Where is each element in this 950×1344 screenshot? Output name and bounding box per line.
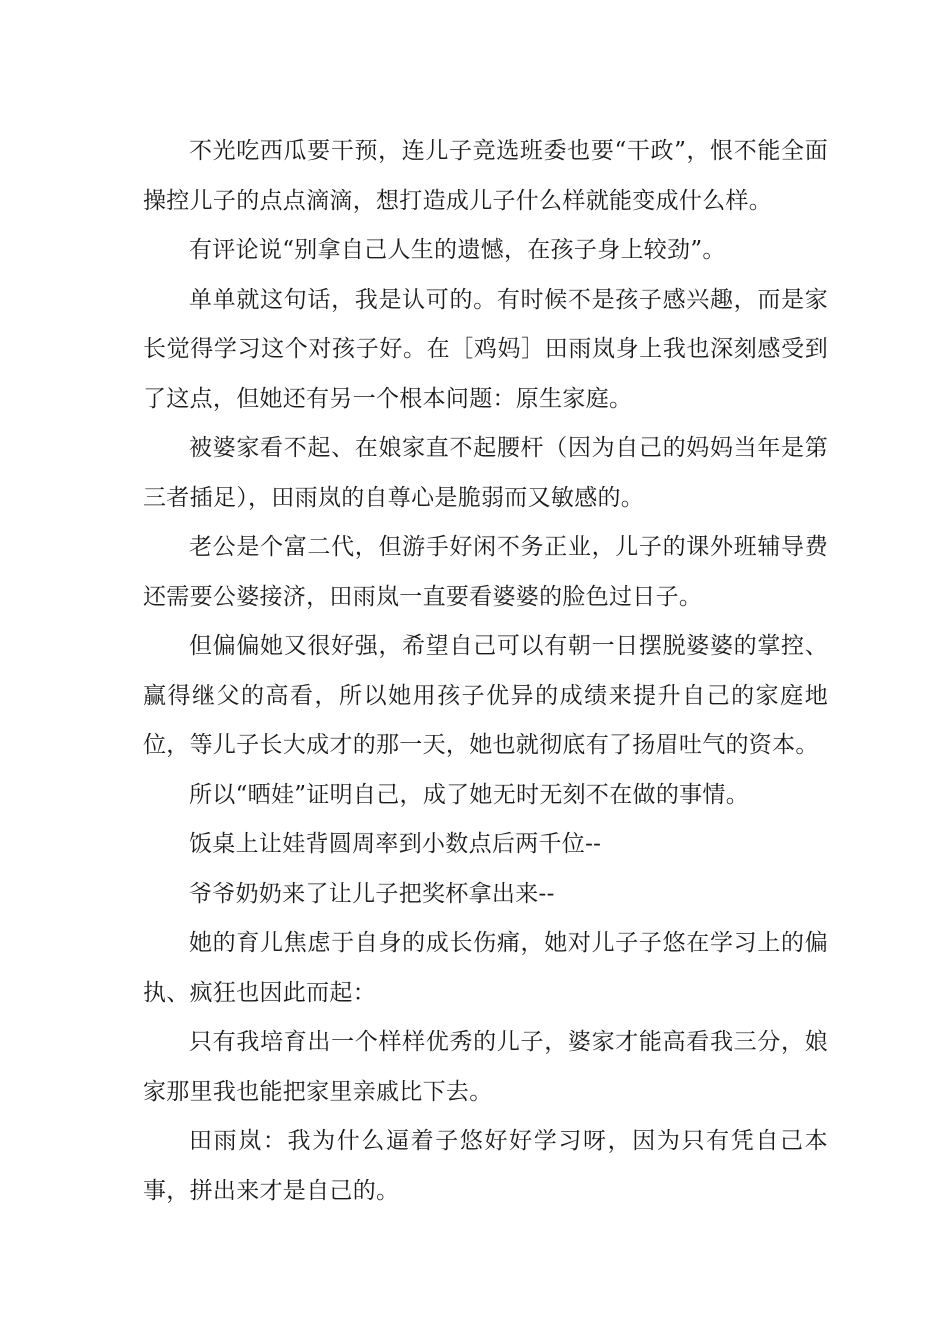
paragraph: 被婆家看不起、在娘家直不起腰杆（因为自己的妈妈当年是第三者插足），田雨岚的自尊心是脆弱而又敏感的。 xyxy=(143,435,828,511)
paragraph: 爷爷奶奶来了让儿子把奖杯拿出来-- xyxy=(189,880,555,907)
paragraph: 不光吃西瓜要干预，连儿子竞选班委也要“干政”，恨不能全面操控儿子的点点滴滴，想打造成儿子什么样就能变成什么样。 xyxy=(143,138,828,214)
paragraph: 老公是个富二代，但游手好闲不务正业，儿子的课外班辅导费还需要公婆接济，田雨岚一直要看婆婆的脸色过日子。 xyxy=(143,534,828,610)
article-body xyxy=(143,127,828,1216)
paragraph: 单单就这句话，我是认可的。有时候不是孩子感兴趣，而是家长觉得学习这个对孩子好。在［鸡妈］田雨岚身上我也深刻感受到了这点，但她还有另一个根本问题：原生家庭。 xyxy=(143,286,828,412)
paragraph: 饭桌上让娃背圆周率到小数点后两千位-- xyxy=(189,831,602,857)
paragraph: 有评论说“别拿自己人生的遗憾，在孩子身上较劲”。 xyxy=(189,237,726,263)
paragraph: 但偏偏她又很好强，希望自己可以有朝一日摆脱婆婆的掌控、赢得继父的高看，所以她用孩子优异的成绩来提升自己的家庭地位，等儿子长大成才的那一天，她也就彻底有了扬眉吐气的资本。 xyxy=(143,633,828,758)
paragraph: 所以“晒娃”证明自己，成了她无时无刻不在做的事情。 xyxy=(189,781,750,808)
paragraph: 她的育儿焦虑于自身的成长伤痛，她对儿子子悠在学习上的偏执、疯狂也因此而起： xyxy=(143,930,828,1006)
paragraph: 田雨岚：我为什么逼着子悠好好学习呀，因为只有凭自己本事，拼出来才是自己的。 xyxy=(143,1128,828,1204)
paragraph: 只有我培育出一个样样优秀的儿子，婆家才能高看我三分，娘家那里我也能把家里亲戚比下去。 xyxy=(143,1029,828,1105)
